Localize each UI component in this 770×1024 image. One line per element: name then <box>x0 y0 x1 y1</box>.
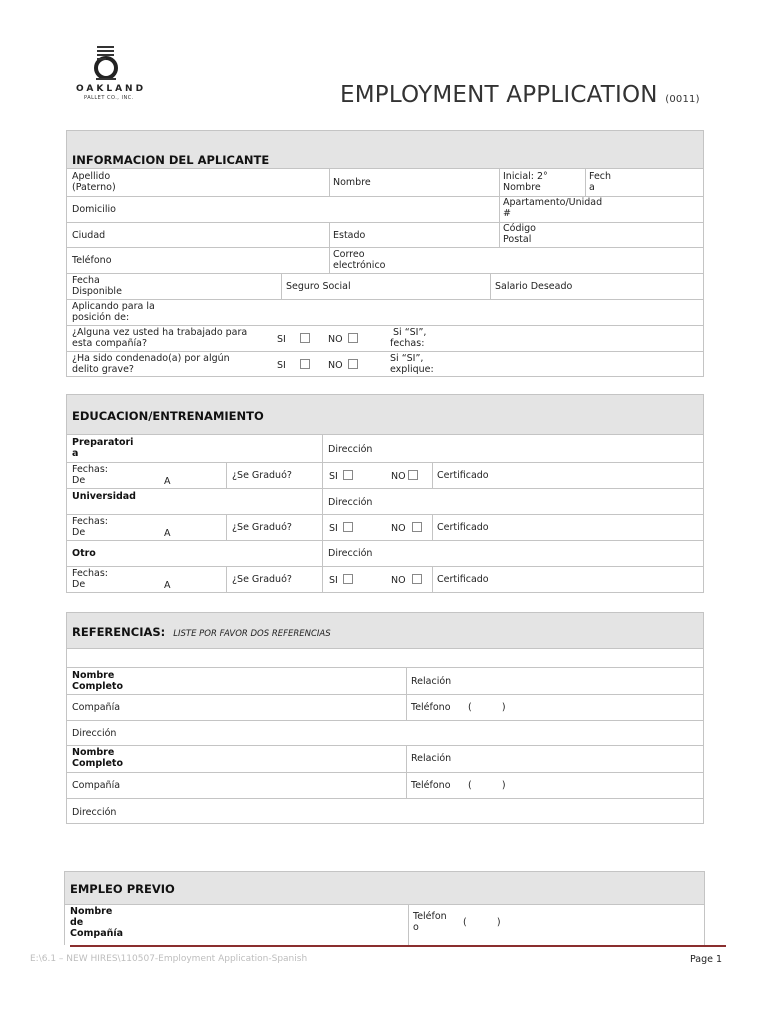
salario-label: Salario Deseado <box>495 281 573 292</box>
edu-other-si-option[interactable] <box>329 574 353 586</box>
q1-label: ¿Alguna vez usted ha trabajado para esta compañía? <box>72 327 248 349</box>
q2-si-checkbox[interactable] <box>300 359 310 369</box>
applicant-heading: INFORMACION DEL APLICANTE <box>72 153 270 167</box>
row-address[interactable] <box>67 196 703 222</box>
logo-mark-icon <box>70 44 160 84</box>
references-subheading: LISTE POR FAVOR DOS REFERENCIAS <box>173 629 331 639</box>
ref1-direccion-label: Dirección <box>72 728 117 739</box>
aplicando-label: Aplicando para la posición de: <box>72 301 155 323</box>
q1-si-label: SI <box>277 334 286 345</box>
row-availability[interactable] <box>67 273 703 299</box>
ref2-compania-label: Compañía <box>72 780 121 791</box>
edu-school-no-option[interactable] <box>391 470 418 482</box>
footer-page-number: Page 1 <box>690 954 723 965</box>
form-code: (0011) <box>665 94 700 105</box>
row-name[interactable] <box>67 169 703 196</box>
ref1-compania-label: Compañía <box>72 702 121 713</box>
ref2-nombre-label: Nombre Completo <box>72 747 123 769</box>
q1-si-checkbox[interactable] <box>300 333 310 343</box>
edu-university-si-option[interactable] <box>329 522 353 534</box>
ciudad-label: Ciudad <box>72 230 106 241</box>
references-section <box>66 612 704 824</box>
edu-other-a: A <box>164 580 171 591</box>
edu-school-si-option[interactable] <box>329 470 353 482</box>
footer-divider <box>70 945 726 947</box>
fecha-label: Fech a <box>589 171 612 193</box>
applicant-section <box>66 130 704 377</box>
ref1-name-row[interactable] <box>67 667 703 694</box>
references-spacer-row <box>67 649 703 667</box>
edu-university-no-label: NO <box>391 523 406 534</box>
ref2-telefono-paren: ( ) <box>468 780 506 791</box>
q1-si-option[interactable] <box>277 333 310 345</box>
edu-other-dates-row <box>67 566 703 593</box>
edu-university-no-option[interactable] <box>391 522 422 534</box>
ref2-company-row[interactable] <box>67 772 703 798</box>
edu-school-fechas: Fechas: De <box>72 464 109 486</box>
nombre-label: Nombre <box>333 177 371 188</box>
ref2-telefono-label: Teléfono <box>411 780 451 791</box>
edu-school-no-checkbox[interactable] <box>408 470 418 480</box>
ref1-company-row[interactable] <box>67 694 703 720</box>
edu-school-dates-row <box>67 462 703 488</box>
edu-school-no-label: NO <box>391 471 406 482</box>
education-section <box>66 394 704 593</box>
edu-other-name: Otro <box>72 548 96 559</box>
apellido-label: Apellido (Paterno) <box>72 171 116 193</box>
edu-university-dates-row <box>67 514 703 540</box>
row-phone[interactable] <box>67 247 703 273</box>
edu-other-no-checkbox[interactable] <box>412 574 422 584</box>
references-header <box>67 613 703 649</box>
previous-nombre-label: Nombre de Compañía <box>70 906 124 939</box>
edu-school-direccion: Dirección <box>328 444 373 455</box>
ref2-direccion-label: Dirección <box>72 807 117 818</box>
edu-school-graduo: ¿Se Graduó? <box>232 470 292 481</box>
references-heading-wrap <box>72 625 331 639</box>
edu-university-row[interactable] <box>67 488 703 514</box>
codigo-label: Código Postal <box>503 223 536 245</box>
edu-university-certificado: Certificado <box>437 522 489 533</box>
applicant-header <box>67 131 703 169</box>
q1-no-option[interactable] <box>328 333 358 345</box>
logo-subtitle: PALLET CO., INC. <box>84 95 134 101</box>
previous-header <box>65 872 704 905</box>
title-text: EMPLOYMENT APPLICATION <box>340 82 658 108</box>
row-city[interactable] <box>67 222 703 247</box>
edu-university-si-checkbox[interactable] <box>343 522 353 532</box>
company-logo <box>70 44 160 104</box>
q2-label: ¿Ha sido condenado(a) por algún delito grave? <box>72 353 230 375</box>
edu-university-no-checkbox[interactable] <box>412 522 422 532</box>
edu-other-si-label: SI <box>329 575 338 586</box>
edu-university-fechas: Fechas: De <box>72 516 109 538</box>
fecha-disponible-label: Fecha Disponible <box>72 275 122 297</box>
previous-company-row[interactable] <box>65 905 704 946</box>
edu-other-no-label: NO <box>391 575 406 586</box>
q2-si-label: SI <box>277 360 286 371</box>
ref1-relacion-label: Relación <box>411 676 452 687</box>
edu-school-si-checkbox[interactable] <box>343 470 353 480</box>
edu-university-name: Universidad <box>72 491 136 502</box>
correo-label: Correo electrónico <box>333 249 386 271</box>
inicial-label: Inicial: 2° Nombre <box>503 171 548 193</box>
references-heading: REFERENCIAS: <box>72 625 166 639</box>
ref1-nombre-label: Nombre Completo <box>72 670 123 692</box>
edu-university-graduo: ¿Se Graduó? <box>232 522 292 533</box>
edu-other-no-option[interactable] <box>391 574 422 586</box>
seguro-label: Seguro Social <box>286 281 351 292</box>
row-felony <box>67 351 703 377</box>
q1-no-label: NO <box>328 334 343 345</box>
edu-school-certificado: Certificado <box>437 470 489 481</box>
logo-name: OAKLAND <box>76 84 147 94</box>
apartamento-label: Apartamento/Unidad # <box>503 197 603 219</box>
ref1-telefono-label: Teléfono <box>411 702 451 713</box>
page-title <box>340 82 700 108</box>
edu-school-name: Preparatori a <box>72 437 134 459</box>
q1-no-checkbox[interactable] <box>348 333 358 343</box>
edu-other-certificado: Certificado <box>437 574 489 585</box>
ref1-address-row[interactable] <box>67 720 703 745</box>
ref1-telefono-paren: ( ) <box>468 702 506 713</box>
q2-si-option[interactable] <box>277 359 310 371</box>
edu-school-si-label: SI <box>329 471 338 482</box>
ref2-name-row[interactable] <box>67 745 703 772</box>
q2-no-label: NO <box>328 360 343 371</box>
estado-label: Estado <box>333 230 366 241</box>
education-header <box>67 395 703 435</box>
edu-other-direccion: Dirección <box>328 548 373 559</box>
q2-follow-label: Si “SI”, explique: <box>390 353 434 375</box>
previous-telefono-paren: ( ) <box>463 917 501 928</box>
domicilio-label: Domicilio <box>72 204 116 215</box>
previous-heading: EMPLEO PREVIO <box>70 882 175 896</box>
edu-university-si-label: SI <box>329 523 338 534</box>
previous-telefono-label: Teléfon o <box>413 911 447 933</box>
edu-university-a: A <box>164 528 171 539</box>
row-position[interactable] <box>67 299 703 325</box>
edu-other-row[interactable] <box>67 540 703 566</box>
q1-follow-label: Si “SI”, fechas: <box>390 327 427 349</box>
edu-other-fechas: Fechas: De <box>72 568 109 590</box>
footer-file-path: E:\6.1 – NEW HIRES\110507-Employment Application-Spanish <box>30 954 308 964</box>
telefono-label: Teléfono <box>72 255 112 266</box>
ref2-address-row[interactable] <box>67 798 703 824</box>
previous-employment-section <box>64 871 705 945</box>
edu-school-row[interactable] <box>67 435 703 462</box>
edu-university-direccion: Dirección <box>328 497 373 508</box>
row-worked-before <box>67 325 703 351</box>
q2-no-checkbox[interactable] <box>348 359 358 369</box>
edu-other-si-checkbox[interactable] <box>343 574 353 584</box>
education-heading: EDUCACION/ENTRENAMIENTO <box>72 409 264 423</box>
q2-no-option[interactable] <box>328 359 358 371</box>
edu-other-graduo: ¿Se Graduó? <box>232 574 292 585</box>
edu-school-a: A <box>164 476 171 487</box>
ref2-relacion-label: Relación <box>411 753 452 764</box>
